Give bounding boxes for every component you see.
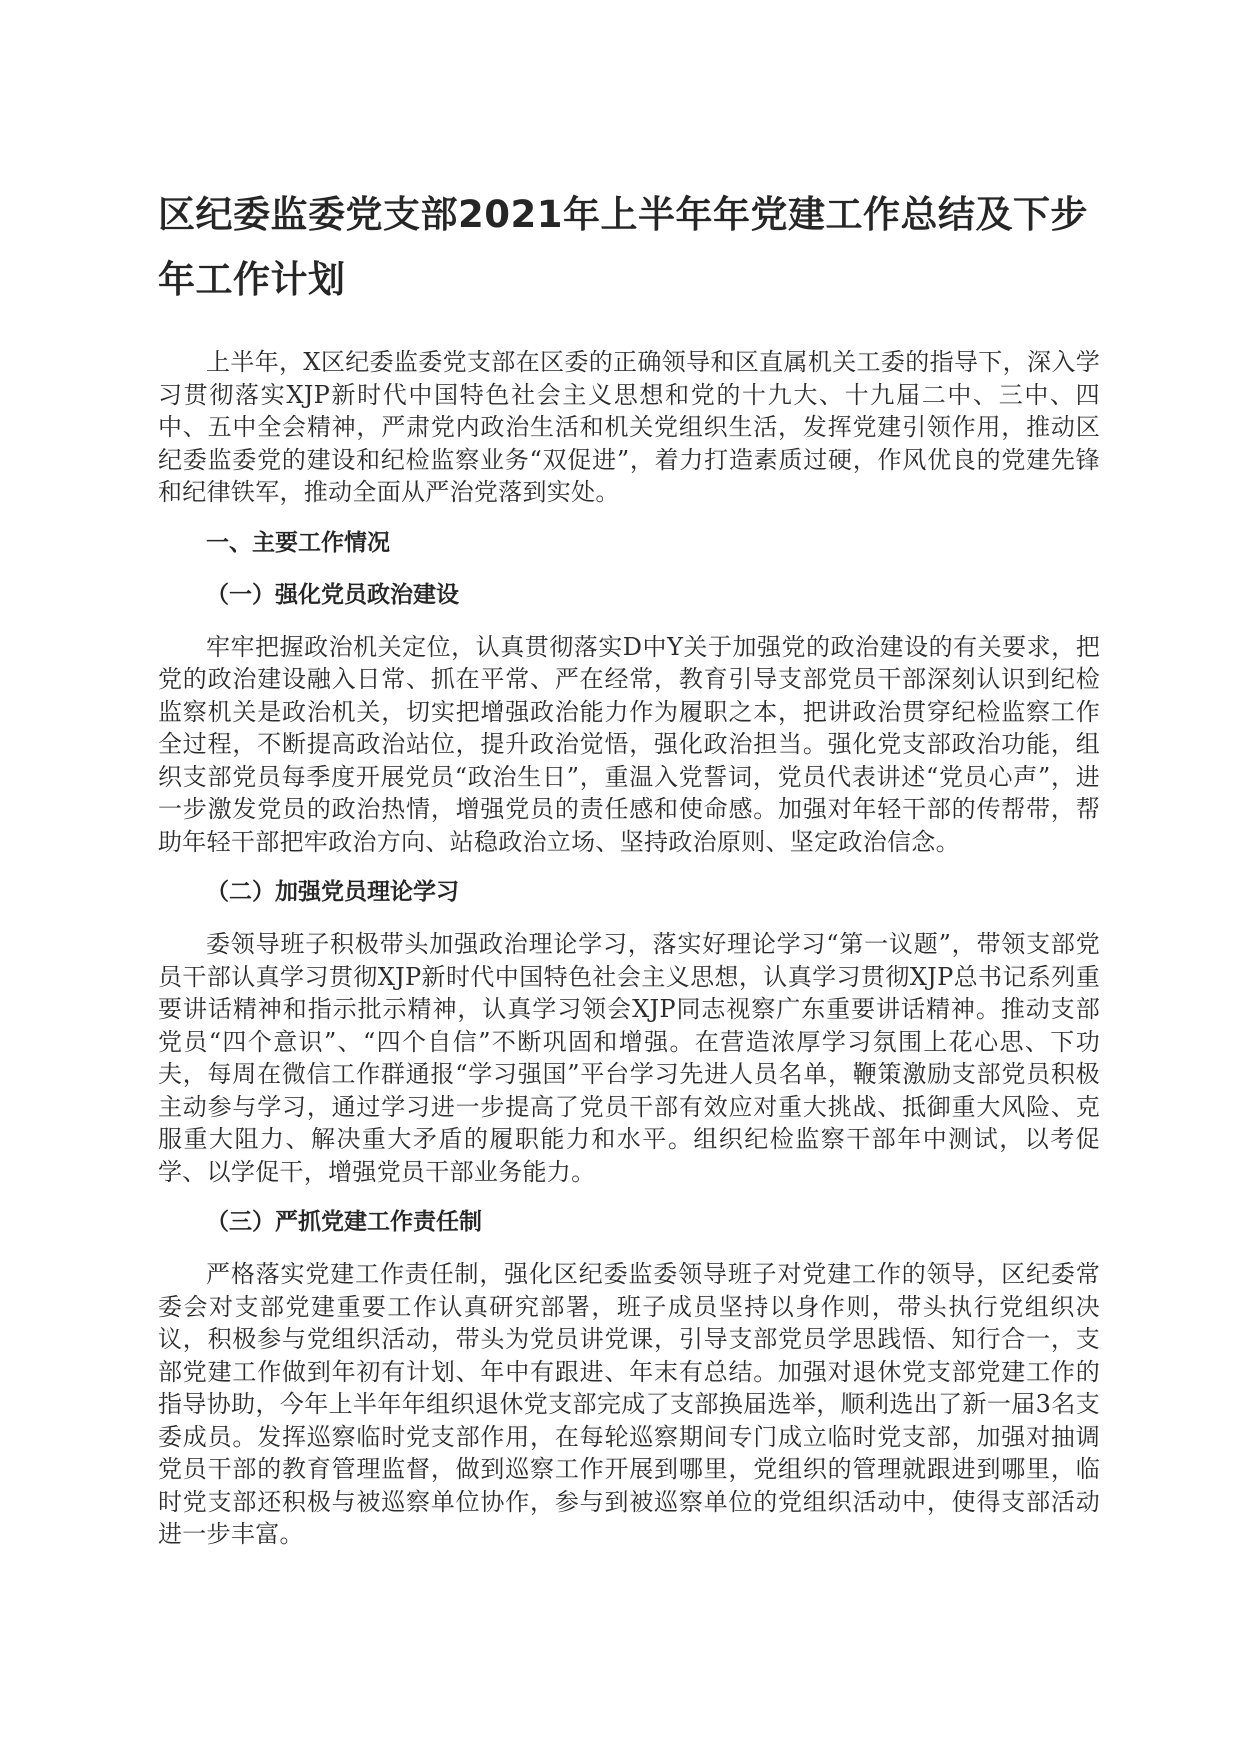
intro-paragraph: 上半年，X区纪委监委党支部在区委的正确领导和区直属机关工委的指导下，深入学习贯彻落实XJP新时代中国特色社会主义思想和党的十九大、十九届二中、三中、四中、五中全会精神，严肃党内政治生活和机关党组织生活，发挥党建引领作用，推动区纪委监委党的建设和纪检监察业务“双促进”，着力打造素质过硬，作风优良的党建先锋和纪律铁军，推动全面从严治党落到实处。 [158,348,1100,506]
subsection-heading-responsibility-system: （三）严抓党建工作责任制 [206,1209,482,1235]
subsection-heading-theory-study: （二）加强党员理论学习 [206,879,459,905]
section-heading-main-work: 一、主要工作情况 [206,529,390,556]
paragraph-political-building: 牢牢把握政治机关定位，认真贯彻落实D中Y关于加强党的政治建设的有关要求，把党的政治建设融入日常、抓在平常、严在经常，教育引导支部党员干部深刻认识到纪检监察机关是政治机关，切实把增强政治能力作为履职之本，把讲政治贯穿纪检监察工作全过程，不断提高政治站位，提升政治觉悟，强化政治担当。强化党支部政治功能，组织支部党员每季度开展党员“政治生日”，重温入党誓词，党员代表讲述“党员心声”，进一步激发党员的政治热情，增强党员的责任感和使命感。加强对年轻干部的传帮带，帮助年轻干部把牢政治方向、站稳政治立场、坚持政治原则、坚定政治信念。 [158,632,1100,856]
subsection-heading-political-building: （一）强化党员政治建设 [206,581,459,608]
document-title: 区纪委监委党支部2021年上半年年党建工作总结及下步年工作计划 [158,193,1088,301]
document-page [158,182,1100,1569]
paragraph-responsibility-system: 严格落实党建工作责任制，强化区纪委监委领导班子对党建工作的领导，区纪委常委会对支部党建重要工作认真研究部署，班子成员坚持以身作则，带头执行党组织决议，积极参与党组织活动，带头为党员讲党课，引导支部党员学思践悟、知行合一，支部党建工作做到年初有计划、年中有跟进、年末有总结。加强对退休党支部党建工作的指导协助，今年上半年年组织退休党支部完成了支部换届选举，顺利选出了新一届3名支委成员。发挥巡察临时党支部作用，在每轮巡察期间专门成立临时党支部，加强对抽调党员干部的教育管理监督，做到巡察工作开展到哪里，党组织的管理就跟进到哪里，临时党支部还积极与被巡察单位协作，参与到被巡察单位的党组织活动中，使得支部活动进一步丰富。 [158,1260,1100,1548]
paragraph-theory-study: 委领导班子积极带头加强政治理论学习，落实好理论学习“第一议题”，带领支部党员干部认真学习贯彻XJP新时代中国特色社会主义思想，认真学习贯彻XJP总书记系列重要讲话精神和指示批示精神，认真学习领会XJP同志视察广东重要讲话精神。推动支部党员“四个意识”、“四个自信”不断巩固和增强。在营造浓厚学习氛围上花心思、下功夫，每周在微信工作群通报“学习强国”平台学习先进人员名单，鞭策激励支部党员积极主动参与学习，通过学习进一步提高了党员干部有效应对重大挑战、抵御重大风险、克服重大阻力、解决重大矛盾的履职能力和水平。组织纪检监察干部年中测试，以考促学、以学促干，增强党员干部业务能力。 [158,930,1100,1186]
